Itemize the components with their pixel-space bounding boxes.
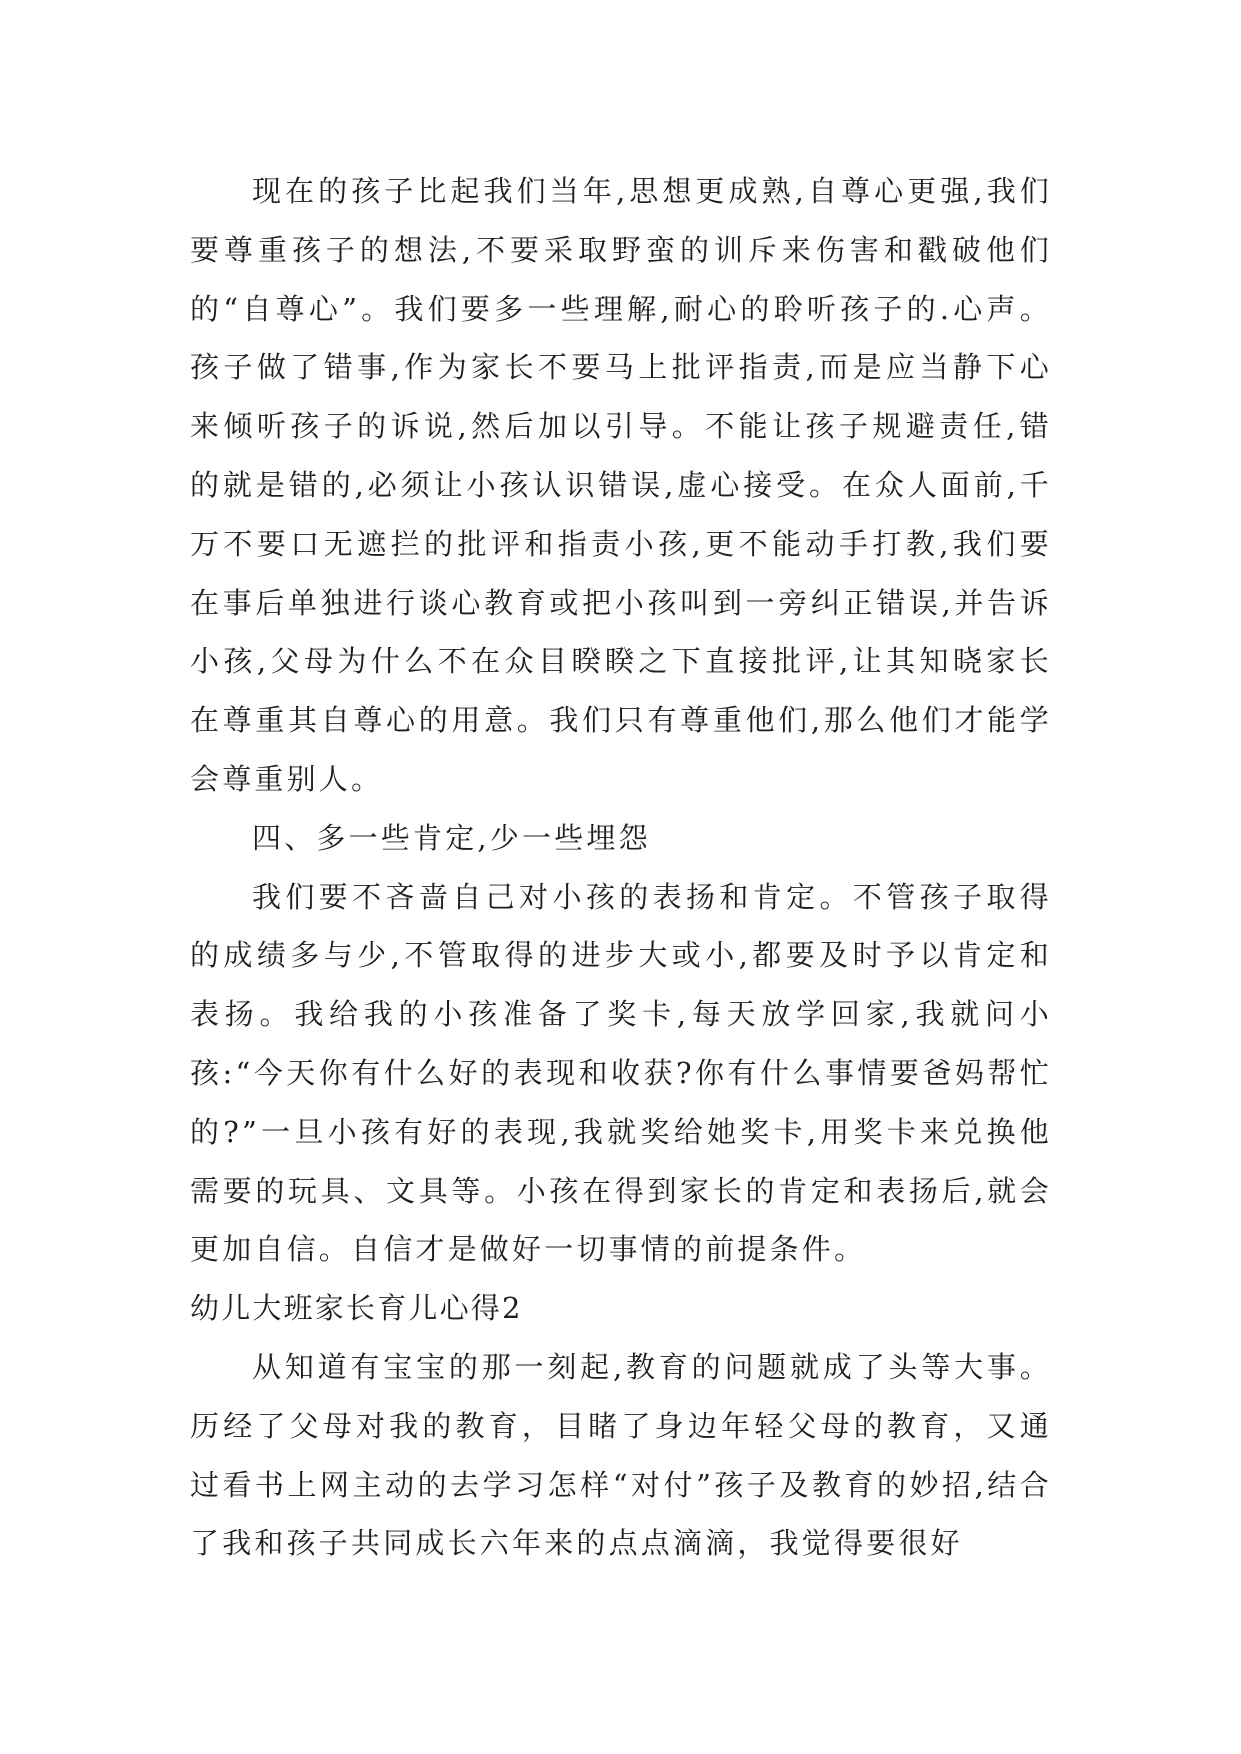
section-heading-4: 四、多一些肯定,少一些埋怨	[252, 820, 651, 855]
document-body	[190, 162, 1052, 1573]
paragraph-education-intro: 从知道有宝宝的那一刻起,教育的问题就成了头等大事。历经了父母对我的教育，目睹了身边年轻父母的教育，又通过看书上网主动的去学习怎样“对付”孩子及教育的妙招,结合了我和孩子共同成长六年来的点点滴滴，我觉得要很好	[190, 1349, 1052, 1561]
paragraph-praise: 我们要不吝啬自己对小孩的表扬和肯定。不管孩子取得的成绩多与少,不管取得的进步大或小,都要及时予以肯定和表扬。我给我的小孩准备了奖卡,每天放学回家,我就问小孩:“今天你有什么好的表现和收获?你有什么事情要爸妈帮忙的?”一旦小孩有好的表现,我就奖给她奖卡,用奖卡来兑换他需要的玩具、文具等。小孩在得到家长的肯定和表扬后,就会更加自信。自信才是做好一切事情的前提条件。	[190, 879, 1052, 1267]
article-title-2: 幼儿大班家长育儿心得2	[190, 1291, 523, 1326]
paragraph-respect-self-esteem: 现在的孩子比起我们当年,思想更成熟,自尊心更强,我们要尊重孩子的想法,不要采取野蛮的训斥来伤害和戳破他们的“自尊心”。我们要多一些理解,耐心的聆听孩子的.心声。孩子做了错事,作为家长不要马上批评指责,而是应当静下心来倾听孩子的诉说,然后加以引导。不能让孩子规避责任,错的就是错的,必须让小孩认识错误,虚心接受。在众人面前,千万不要口无遮拦的批评和指责小孩,更不能动手打教,我们要在事后单独进行谈心教育或把小孩叫到一旁纠正错误,并告诉小孩,父母为什么不在众目睽睽之下直接批评,让其知晓家长在尊重其自尊心的用意。我们只有尊重他们,那么他们才能学会尊重别人。	[190, 174, 1052, 796]
